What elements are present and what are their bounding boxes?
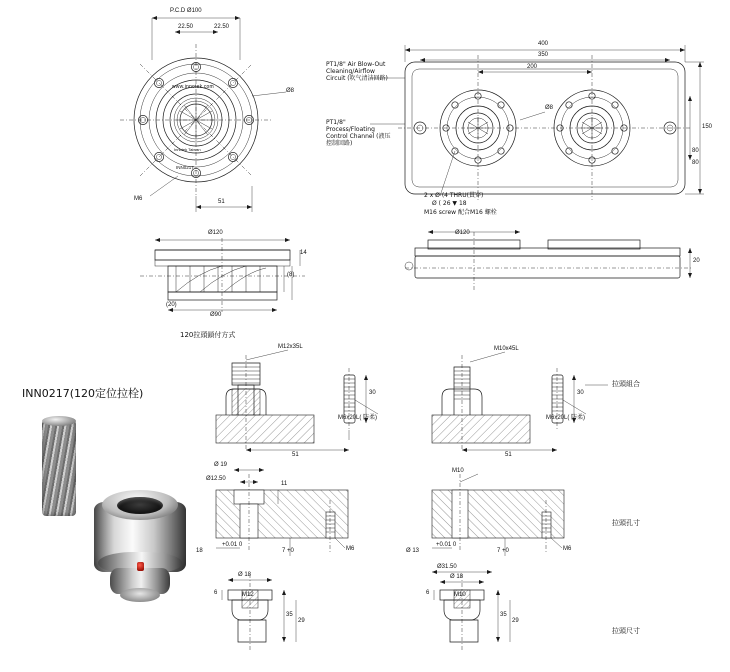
caption-stud-assembly: 拉頭組合	[612, 380, 640, 388]
dim-m6-right: M6	[563, 546, 572, 552]
dim-d90: Ø90	[210, 312, 222, 318]
dim-400: 400	[538, 41, 549, 47]
dim-35-left: 35	[286, 612, 293, 618]
dim-6-left: 6	[214, 590, 218, 596]
product-photo	[18, 412, 198, 642]
dim-11: 11	[281, 481, 288, 487]
dim-14: 14	[300, 250, 307, 256]
dim-m12-head: M12	[242, 592, 254, 598]
dim-pcd-100: P.C.D Ø100	[170, 8, 202, 14]
dim-m6-left: M6	[346, 546, 355, 552]
dim-tol-left: +0.01 0	[222, 542, 243, 548]
note-counterbore: Ø ( 26 ▼ 18	[432, 200, 467, 207]
dim-29-left: 29	[298, 618, 305, 624]
dim-tol-right: +0.01 0	[436, 542, 457, 548]
logo-text: www.innotek.com	[172, 84, 214, 90]
dim-6-right: 6	[426, 590, 430, 596]
threaded-stud-icon	[42, 420, 76, 516]
note-m16-screw: M16 screw 配合M16 螺栓	[424, 209, 497, 216]
dim-angle-1: 22.50	[178, 24, 194, 30]
dim-m10-head: M10	[454, 592, 466, 598]
dim-d12p5: Ø12.50	[206, 476, 226, 482]
product-title: INN0217(120定位拉栓)	[22, 387, 144, 400]
dim-hole-d8: Ø8	[286, 88, 295, 94]
dim-150: 150	[702, 124, 713, 130]
dim-d120-side: Ø120	[455, 230, 470, 236]
puck-foot	[120, 588, 160, 602]
dim-d8-plate: Ø8	[545, 105, 554, 111]
dim-80a: 80	[692, 148, 699, 154]
logo-subtext: Innotek Taiwan	[174, 147, 201, 152]
note-process-channel: PT1/8" Process/Floating Control Channel (液压控制回路)	[326, 119, 391, 147]
dim-20: (20)	[166, 302, 177, 308]
dim-51-flange: 51	[218, 199, 225, 205]
dim-350: 350	[538, 52, 549, 58]
puck-bore	[117, 497, 163, 514]
red-marker-icon	[137, 562, 144, 571]
dim-51-left: 51	[292, 452, 299, 458]
dim-m6x20l-right: M6x20L( 防柔)	[546, 415, 586, 421]
caption-hole-size: 拉頭孔寸	[612, 519, 640, 527]
dim-m12x35l: M12x35L	[278, 344, 303, 350]
dim-7-left: 7 +0	[282, 548, 294, 554]
dim-30-right: 30	[577, 390, 584, 396]
dim-35-right: 35	[500, 612, 507, 618]
dim-angle-2: 22.50	[214, 24, 230, 30]
dim-200: 200	[527, 64, 538, 70]
caption-120-mounting: 120拉頭鎖付方式	[180, 331, 236, 339]
stud-top-face	[42, 416, 76, 426]
dim-d31p5: Ø31.50	[437, 564, 457, 570]
dim-8: (8)	[287, 272, 295, 278]
dim-m6-flange: M6	[134, 196, 143, 202]
dim-d18-right: Ø 18	[450, 574, 464, 580]
note-thru-holes: 2 x Ø (4 THRU(貫穿)	[424, 192, 484, 199]
dim-d18-left: Ø 18	[238, 572, 252, 578]
dim-20-side: 20	[693, 258, 700, 264]
dim-18: 18	[196, 548, 203, 554]
dim-29-right: 29	[512, 618, 519, 624]
dim-m10x45l: M10x45L	[494, 346, 519, 352]
dim-d120-section: Ø120	[208, 230, 223, 236]
note-air-blow: PT1/8" Air Blow-Out Cleaning/Airflow Circuit (吹气清洁回路)	[326, 61, 388, 82]
dim-d13: Ø 13	[406, 548, 420, 554]
dim-m10-hole: M10	[452, 468, 464, 474]
dim-30-left: 30	[369, 390, 376, 396]
dim-51-right: 51	[505, 452, 512, 458]
dim-7-right: 7 +0	[497, 548, 509, 554]
caption-head-size: 拉頭尺寸	[612, 627, 640, 635]
logo-model: INN0217	[176, 165, 194, 170]
dim-d19: Ø 19	[214, 462, 228, 468]
dim-m6x20l-left: M6x20L( 防柔)	[338, 415, 378, 421]
dim-80b: 80	[692, 160, 699, 166]
